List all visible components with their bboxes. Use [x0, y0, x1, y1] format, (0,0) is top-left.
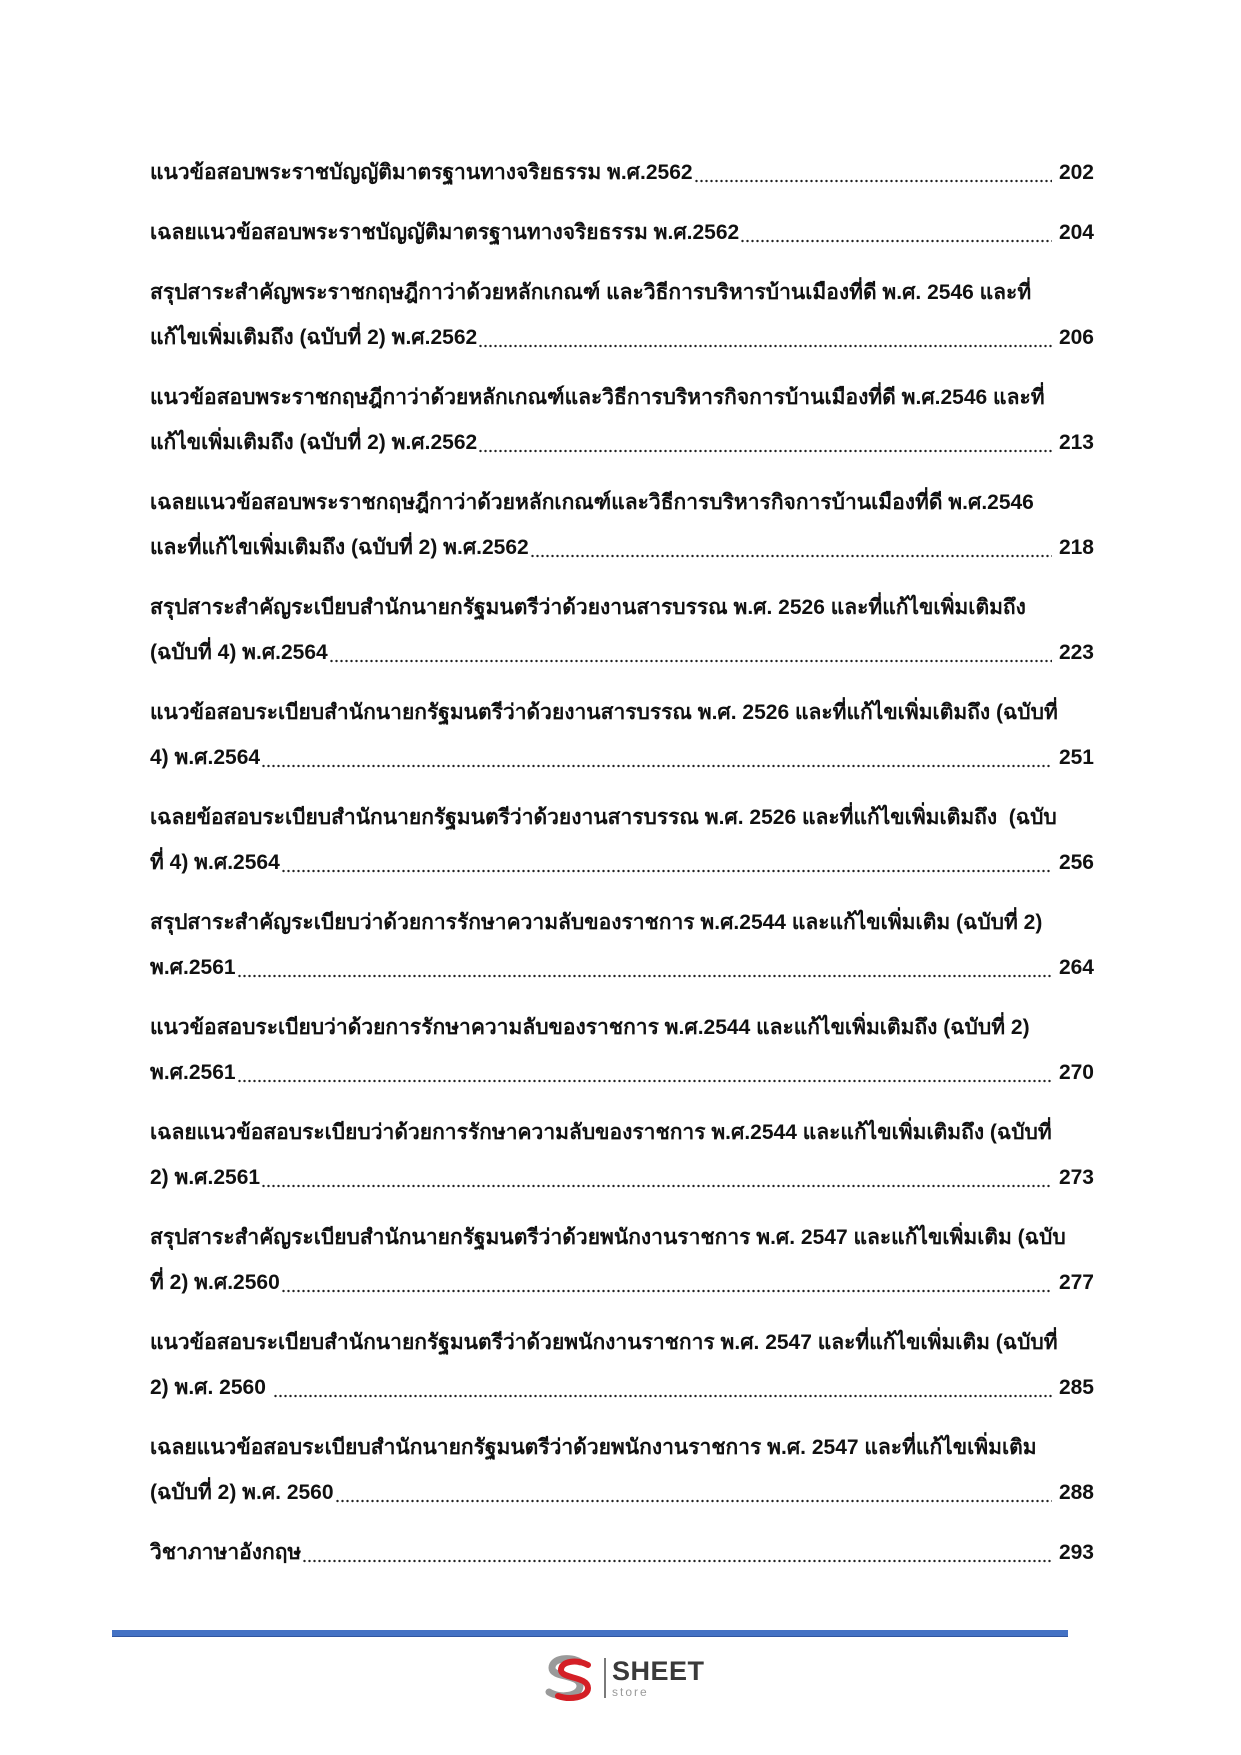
toc-entry[interactable]	[150, 1110, 1094, 1200]
toc-entry[interactable]	[150, 585, 1094, 675]
logo-brand-text: SHEET	[612, 1656, 705, 1686]
toc-entry-line	[150, 900, 1094, 945]
dot-leader	[335, 1499, 1052, 1503]
dot-leader	[694, 179, 1052, 183]
toc-entry-line	[150, 1320, 1094, 1365]
toc-entry-title: แนวข้อสอบพระราชบัญญัติมาตรฐานทางจริยธรรม พ.ศ.2562	[150, 161, 693, 184]
toc-entry-line	[150, 840, 1094, 885]
toc-entry-line	[150, 1260, 1094, 1305]
toc-page-number: 293	[1058, 1541, 1094, 1564]
toc-entry[interactable]	[150, 150, 1094, 195]
toc-page-number: 256	[1058, 851, 1094, 874]
toc-entry-title: เฉลยแนวข้อสอบระเบียบว่าด้วยการรักษาความลับของราชการ พ.ศ.2544 และแก้ไขเพิ่มเติมถึง (ฉบับที่	[150, 1121, 1052, 1144]
dot-leader	[329, 659, 1052, 663]
toc-entry[interactable]	[150, 1530, 1094, 1575]
toc-entry[interactable]	[150, 1215, 1094, 1305]
toc-entry-line	[150, 795, 1094, 840]
toc-entry-title: (ฉบับที่ 2) พ.ศ. 2560	[150, 1481, 334, 1504]
toc-entry[interactable]	[150, 795, 1094, 885]
toc-entry-title: 2) พ.ศ. 2560	[150, 1376, 272, 1399]
toc-entry-line	[150, 585, 1094, 630]
footer-rule	[112, 1630, 1068, 1637]
toc-entry-line	[150, 210, 1094, 255]
dot-leader	[261, 1184, 1052, 1188]
toc-entry-title: เฉลยข้อสอบระเบียบสำนักนายกรัฐมนตรีว่าด้วยงานสารบรรณ พ.ศ. 2526 และที่แก้ไขเพิ่มเติมถึง (ฉบับ	[150, 806, 1057, 829]
toc-entry-title: แนวข้อสอบระเบียบสำนักนายกรัฐมนตรีว่าด้วยพนักงานราชการ พ.ศ. 2547 และที่แก้ไขเพิ่มเติม (ฉบับที่	[150, 1331, 1058, 1354]
dot-leader	[281, 869, 1052, 873]
toc-page-number: 218	[1058, 536, 1094, 559]
toc-entry[interactable]	[150, 900, 1094, 990]
dot-leader	[740, 239, 1052, 243]
dot-leader	[478, 344, 1052, 348]
toc-entry[interactable]	[150, 270, 1094, 360]
toc-entry-title: แนวข้อสอบพระราชกฤษฎีกาว่าด้วยหลักเกณฑ์และวิธีการบริหารกิจการบ้านเมืองที่ดี พ.ศ.2546 และที่	[150, 386, 1045, 409]
toc-entry-line	[150, 525, 1094, 570]
dot-leader	[530, 554, 1052, 558]
toc-entry[interactable]	[150, 690, 1094, 780]
toc-page-number: 204	[1058, 221, 1094, 244]
toc-entry-line	[150, 480, 1094, 525]
toc-page-number: 223	[1058, 641, 1094, 664]
toc-entry[interactable]	[150, 375, 1094, 465]
toc-entry-title: และที่แก้ไขเพิ่มเติมถึง (ฉบับที่ 2) พ.ศ.2562	[150, 536, 529, 559]
toc-entry-title: สรุปสาระสำคัญระเบียบสำนักนายกรัฐมนตรีว่าด้วยพนักงานราชการ พ.ศ. 2547 และแก้ไขเพิ่มเติม (ฉบับ	[150, 1226, 1066, 1249]
dot-leader	[302, 1559, 1052, 1563]
toc-page-number: 264	[1058, 956, 1094, 979]
dot-leader	[281, 1289, 1052, 1293]
toc-entry-line	[150, 315, 1094, 360]
footer-logo	[540, 1654, 705, 1702]
toc-entry-title: (ฉบับที่ 4) พ.ศ.2564	[150, 641, 328, 664]
toc-entry-line	[150, 1005, 1094, 1050]
toc-entry-title: 4) พ.ศ.2564	[150, 746, 261, 769]
toc-entry-title: พ.ศ.2561	[150, 956, 236, 979]
toc-entry-line	[150, 1050, 1094, 1095]
toc-entry-line	[150, 1470, 1094, 1515]
toc-page-number: 213	[1058, 431, 1094, 454]
toc-entry-title: สรุปสาระสำคัญระเบียบสำนักนายกรัฐมนตรีว่าด้วยงานสารบรรณ พ.ศ. 2526 และที่แก้ไขเพิ่มเติมถึง	[150, 596, 1026, 619]
toc-entry-title: วิชาภาษาอังกฤษ	[150, 1541, 302, 1564]
toc-page-number: 270	[1058, 1061, 1094, 1084]
toc-entry-line	[150, 1155, 1094, 1200]
toc-entry-line	[150, 270, 1094, 315]
toc-entry-line	[150, 1110, 1094, 1155]
toc-entry-title: แนวข้อสอบระเบียบสำนักนายกรัฐมนตรีว่าด้วยงานสารบรรณ พ.ศ. 2526 และที่แก้ไขเพิ่มเติมถึง (ฉบับที่	[150, 701, 1058, 724]
toc-entry[interactable]	[150, 1425, 1094, 1515]
toc-entry-line	[150, 1365, 1094, 1410]
toc-entry-line	[150, 945, 1094, 990]
toc-entry-line	[150, 150, 1094, 195]
toc-page-number: 273	[1058, 1166, 1094, 1189]
toc-entry-line	[150, 1215, 1094, 1260]
toc-entry-line	[150, 375, 1094, 420]
toc-page-number: 251	[1058, 746, 1094, 769]
toc-page-number: 202	[1058, 161, 1094, 184]
toc-entry[interactable]	[150, 1005, 1094, 1095]
toc-entry-title: สรุปสาระสำคัญพระราชกฤษฎีกาว่าด้วยหลักเกณฑ์ และวิธีการบริหารบ้านเมืองที่ดี พ.ศ. 2546 และที่	[150, 281, 1032, 304]
toc-entry-line	[150, 1425, 1094, 1470]
toc-entry-title: เฉลยแนวข้อสอบระเบียบสำนักนายกรัฐมนตรีว่าด้วยพนักงานราชการ พ.ศ. 2547 และที่แก้ไขเพิ่มเติม	[150, 1436, 1037, 1459]
toc-entry-title: แก้ไขเพิ่มเติมถึง (ฉบับที่ 2) พ.ศ.2562	[150, 326, 478, 349]
toc-entry-title: ที่ 4) พ.ศ.2564	[150, 851, 280, 874]
toc-entry-line	[150, 735, 1094, 780]
toc-entry-title: เฉลยแนวข้อสอบพระราชบัญญัติมาตรฐานทางจริยธรรม พ.ศ.2562	[150, 221, 740, 244]
dot-leader	[478, 449, 1052, 453]
toc-page-number: 206	[1058, 326, 1094, 349]
dot-leader	[273, 1394, 1052, 1398]
dot-leader	[261, 764, 1052, 768]
toc-entry-line	[150, 420, 1094, 465]
toc-entry-title: เฉลยแนวข้อสอบพระราชกฤษฎีกาว่าด้วยหลักเกณฑ์และวิธีการบริหารกิจการบ้านเมืองที่ดี พ.ศ.2546	[150, 491, 1034, 514]
toc-entry-title: แนวข้อสอบระเบียบว่าด้วยการรักษาความลับของราชการ พ.ศ.2544 และแก้ไขเพิ่มเติมถึง (ฉบับที่ 2)	[150, 1016, 1030, 1039]
toc-page-number: 277	[1058, 1271, 1094, 1294]
toc-entry-title: ที่ 2) พ.ศ.2560	[150, 1271, 280, 1294]
toc-page-number: 288	[1058, 1481, 1094, 1504]
toc-entry-line	[150, 630, 1094, 675]
logo-sub-text: store	[612, 1685, 649, 1699]
table-of-contents	[150, 150, 1094, 1590]
toc-entry[interactable]	[150, 1320, 1094, 1410]
logo-wordmark	[612, 1658, 705, 1698]
toc-entry-line	[150, 1530, 1094, 1575]
toc-entry-line	[150, 690, 1094, 735]
toc-entry-title: 2) พ.ศ.2561	[150, 1166, 261, 1189]
toc-entry[interactable]	[150, 480, 1094, 570]
toc-entry-title: แก้ไขเพิ่มเติมถึง (ฉบับที่ 2) พ.ศ.2562	[150, 431, 478, 454]
sheet-store-s-logo-icon	[540, 1654, 598, 1702]
toc-entry-title: สรุปสาระสำคัญระเบียบว่าด้วยการรักษาความลับของราชการ พ.ศ.2544 และแก้ไขเพิ่มเติม (ฉบับที่ 2)	[150, 911, 1043, 934]
dot-leader	[237, 974, 1052, 978]
logo-divider	[604, 1658, 606, 1698]
toc-entry-title: พ.ศ.2561	[150, 1061, 236, 1084]
toc-entry[interactable]	[150, 210, 1094, 255]
toc-page-number: 285	[1058, 1376, 1094, 1399]
dot-leader	[237, 1079, 1052, 1083]
